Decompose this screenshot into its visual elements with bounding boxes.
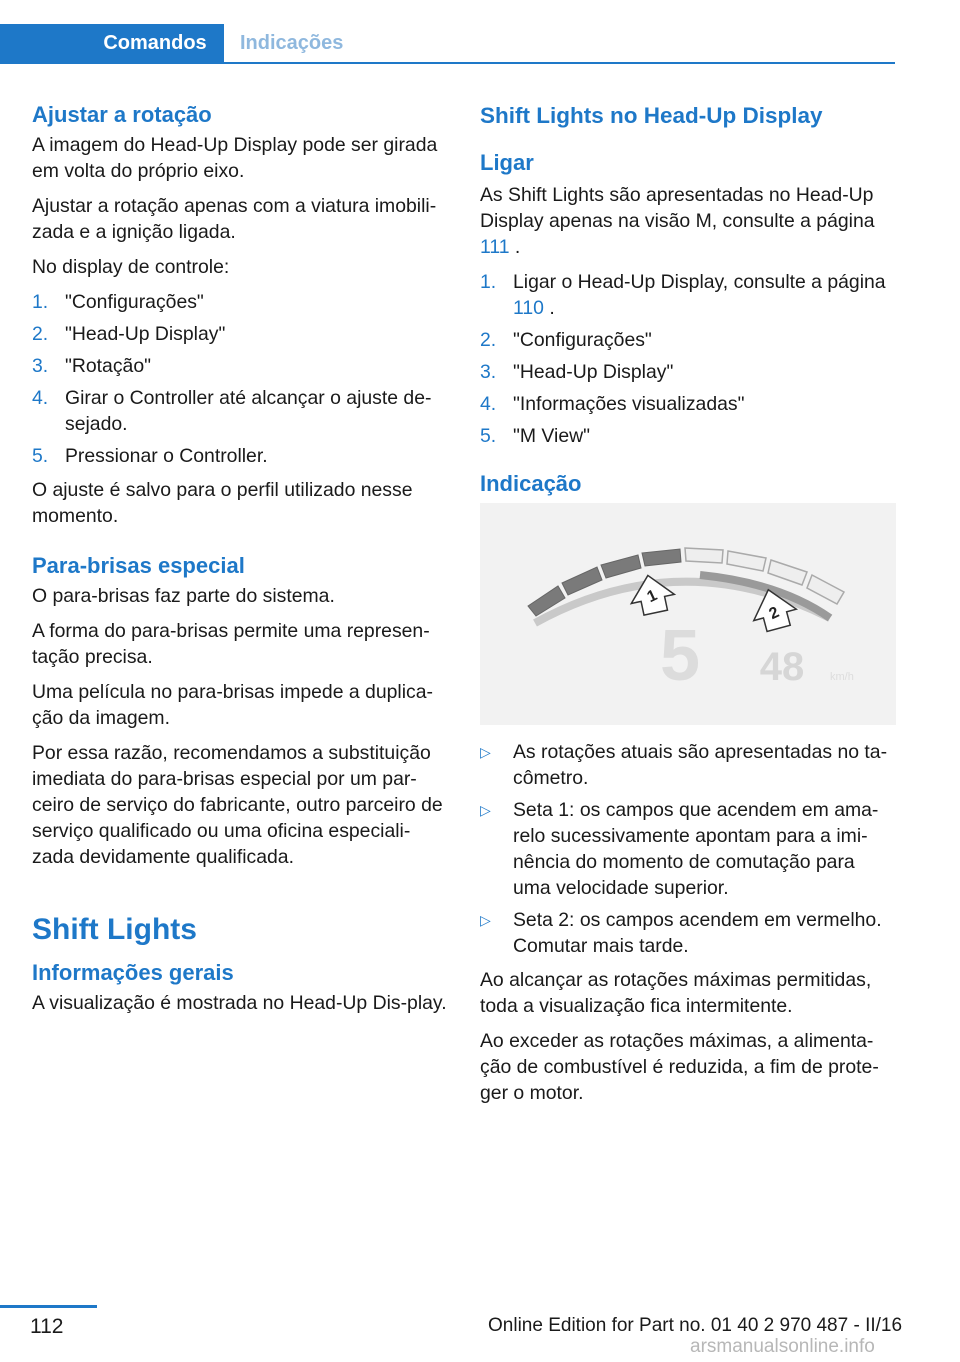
list-item	[480, 359, 896, 385]
arrow-1-label: 1	[644, 586, 660, 607]
list-item	[480, 391, 896, 417]
step-number: 2.	[480, 329, 497, 351]
list-item	[480, 907, 896, 959]
bullet-text: Seta 1: os campos que acendem em ama‐relo sucessivamente apontam para a imi‐nência do momento de comutação para uma velocidade superior.	[513, 799, 879, 899]
step-text: "Informações visualizadas"	[513, 393, 745, 415]
general-info-heading: Informações gerais	[32, 960, 234, 985]
display-heading: Indicação	[480, 471, 582, 496]
step-number: 2.	[32, 323, 49, 345]
footer-divider	[0, 1305, 97, 1308]
switch-on-heading: Ligar	[480, 150, 534, 175]
step-text: "Head-Up Display"	[65, 323, 226, 345]
list-item	[32, 321, 450, 347]
page-link-110[interactable]: 110	[513, 297, 544, 319]
windshield-paragraph-3: Uma película no para-brisas impede a duplica‐ção da imagem.	[32, 681, 433, 729]
list-item	[32, 443, 450, 469]
list-item	[32, 353, 450, 379]
tab-comandos[interactable]: Comandos	[0, 24, 224, 62]
hud-shift-lights-heading: Shift Lights no Head-Up Display	[480, 103, 823, 128]
switch-on-paragraph	[480, 182, 896, 260]
rotation-steps	[32, 289, 450, 469]
step-text: Pressionar o Controller.	[65, 445, 268, 467]
rotation-paragraph-1: A imagem do Head-Up Display pode ser girada em volta do próprio eixo.	[32, 134, 438, 182]
list-item	[480, 797, 896, 901]
edition-info: Online Edition for Part no. 01 40 2 970 487 - II/16	[488, 1315, 903, 1336]
step-text: "Configurações"	[513, 329, 652, 351]
watermark: arsmanualsonline.info	[690, 1336, 875, 1357]
rotation-paragraph-4: O ajuste é salvo para o perfil utilizado nesse momento.	[32, 479, 413, 527]
switch-on-text-end: .	[514, 236, 521, 258]
step-text: "Configurações"	[65, 291, 204, 313]
list-item	[480, 739, 896, 791]
step-number: 1.	[32, 291, 49, 313]
step-text: "Head-Up Display"	[513, 361, 674, 383]
switch-on-steps	[480, 269, 896, 449]
step-text: "Rotação"	[65, 355, 151, 377]
shift-lights-illustration	[480, 503, 896, 725]
step-text-end: .	[549, 297, 555, 319]
tab-indicacoes[interactable]: Indicações	[240, 31, 344, 54]
windshield-paragraph-4: Por essa razão, recomendamos a substituição imediata do para-brisas especial por um par‐ceiro de serviço do fabricante, outro parceiro de serviço qualificado ou uma oficina especiali‐zada devidamente qualificada.	[32, 742, 443, 868]
speed-value: 48	[759, 645, 805, 689]
shift-lights-figure	[480, 503, 896, 725]
indication-bullets	[480, 739, 896, 959]
step-number: 5.	[32, 445, 49, 467]
windshield-paragraph-1: O para-brisas faz parte do sistema.	[32, 585, 335, 607]
rotation-paragraph-2: Ajustar a rotação apenas com a viatura imobili‐zada e a ignição ligada.	[32, 195, 437, 243]
left-column	[32, 100, 450, 1025]
page-link-111[interactable]: 111	[480, 236, 510, 258]
arrow-1-icon	[626, 571, 677, 617]
bullet-text: Seta 2: os campos acendem em vermelho. Comutar mais tarde.	[513, 909, 882, 957]
general-paragraph-1: A visualização é mostrada no Head-Up Dis‐play.	[32, 992, 447, 1014]
triangle-bullet-icon: ▷	[480, 802, 491, 818]
step-number: 4.	[32, 387, 49, 409]
list-item	[32, 385, 450, 437]
list-item	[480, 423, 896, 449]
max-rpm-paragraph-2: Ao exceder as rotações máximas, a alimenta‐ção de combustível é reduzida, a fim de prote‐ger o motor.	[480, 1030, 879, 1104]
list-item	[32, 289, 450, 315]
triangle-bullet-icon: ▷	[480, 912, 491, 928]
step-text	[513, 269, 896, 321]
list-item	[480, 269, 896, 321]
list-item	[480, 327, 896, 353]
right-column	[480, 100, 896, 1115]
triangle-bullet-icon: ▷	[480, 744, 491, 760]
step-text: Girar o Controller até alcançar o ajuste de‐sejado.	[65, 387, 432, 435]
bullet-text: As rotações atuais são apresentadas no ta‐cômetro.	[513, 741, 888, 789]
step-text: "M View"	[513, 425, 590, 447]
step-number: 5.	[480, 425, 497, 447]
max-rpm-paragraph-1: Ao alcançar as rotações máximas permitidas, toda a visualização fica intermitente.	[480, 969, 872, 1017]
windshield-heading: Para-brisas especial	[32, 553, 245, 578]
step-number: 1.	[480, 271, 497, 293]
rotation-heading: Ajustar a rotação	[32, 102, 212, 127]
page-number: 112	[30, 1315, 64, 1338]
header-tabs	[0, 24, 895, 64]
step-number: 3.	[480, 361, 497, 383]
step-number: 3.	[32, 355, 49, 377]
arrow-2-label: 2	[766, 603, 782, 624]
shift-lights-heading: Shift Lights	[32, 913, 197, 946]
rotation-paragraph-3: No display de controle:	[32, 256, 230, 278]
switch-on-text: As Shift Lights são apresentadas no Head-Up Display apenas na visão M, consulte a página	[480, 184, 875, 232]
step-text-main: Ligar o Head-Up Display, consulte a página	[513, 271, 886, 293]
gear-indicator: 5	[659, 616, 701, 696]
speed-unit: km/h	[830, 671, 854, 683]
step-number: 4.	[480, 393, 497, 415]
windshield-paragraph-2: A forma do para-brisas permite uma represen‐tação precisa.	[32, 620, 430, 668]
